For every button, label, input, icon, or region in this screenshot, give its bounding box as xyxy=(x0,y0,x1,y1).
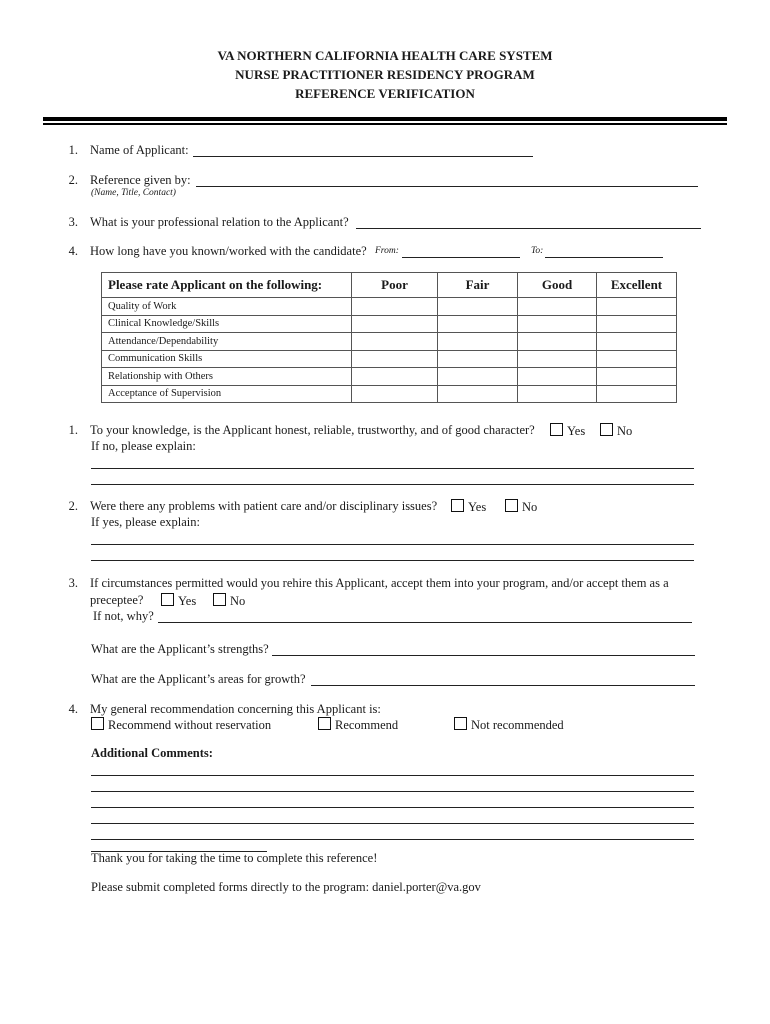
rating-table xyxy=(101,272,677,403)
checkbox-icon[interactable] xyxy=(91,717,104,730)
rating-row xyxy=(102,315,677,333)
rating-cell-good[interactable] xyxy=(518,368,597,386)
q-num: 4. xyxy=(68,244,78,258)
applicant-name-field[interactable] xyxy=(193,144,533,157)
rehire-why-field[interactable] xyxy=(158,610,692,623)
q-num: 3. xyxy=(68,215,78,229)
rating-row xyxy=(102,385,677,403)
rating-cell-poor[interactable] xyxy=(352,298,438,316)
rating-cell-fair[interactable] xyxy=(438,298,518,316)
rating-cell-good[interactable] xyxy=(518,315,597,333)
rating-cell-fair[interactable] xyxy=(438,385,518,403)
rating-cell-excellent[interactable] xyxy=(597,368,677,386)
to-field[interactable] xyxy=(545,245,663,258)
checkbox-icon[interactable] xyxy=(505,499,518,512)
honesty-explain-label: If no, please explain: xyxy=(91,439,196,453)
checkbox-icon[interactable] xyxy=(213,593,226,606)
submit-instructions: Please submit completed forms directly to the program: daniel.porter@va.gov xyxy=(91,880,481,894)
rating-row-label: Relationship with Others xyxy=(102,368,352,386)
disciplinary-yes-option[interactable] xyxy=(451,499,486,515)
q-num: 1. xyxy=(68,143,78,157)
rating-cell-poor[interactable] xyxy=(352,368,438,386)
rating-cell-good[interactable] xyxy=(518,298,597,316)
rating-cell-poor[interactable] xyxy=(352,350,438,368)
disciplinary-explain-line-2[interactable] xyxy=(91,548,694,561)
disciplinary-explain-line-1[interactable] xyxy=(91,532,694,545)
rating-header-fair: Fair xyxy=(438,273,518,298)
not-recommended-option[interactable] xyxy=(454,717,564,733)
disciplinary-no-label: No xyxy=(522,500,538,514)
recommend-without-reservation-label: Recommend without reservation xyxy=(108,718,272,732)
rating-row-label: Communication Skills xyxy=(102,350,352,368)
growth-field[interactable] xyxy=(311,673,695,686)
checkbox-icon[interactable] xyxy=(454,717,467,730)
q-num: 3. xyxy=(68,576,78,590)
comments-line-4[interactable] xyxy=(91,811,694,824)
rehire-yes-label: Yes xyxy=(178,594,197,608)
rating-header-good: Good xyxy=(518,273,597,298)
rehire-no-option[interactable] xyxy=(213,593,245,609)
rating-cell-excellent[interactable] xyxy=(597,298,677,316)
rehire-why-label: If not, why? xyxy=(93,609,154,623)
rating-cell-poor[interactable] xyxy=(352,333,438,351)
recommend-without-reservation-option[interactable] xyxy=(91,717,271,733)
rating-cell-good[interactable] xyxy=(518,385,597,403)
header-line-1: VA NORTHERN CALIFORNIA HEALTH CARE SYSTEM xyxy=(217,48,553,63)
honesty-no-label: No xyxy=(617,424,633,438)
from-label: From: xyxy=(375,246,399,256)
disciplinary-question: Were there any problems with patient care and/or disciplinary issues? xyxy=(90,499,438,513)
rehire-question-cont: preceptee? xyxy=(90,593,144,607)
rating-cell-excellent[interactable] xyxy=(597,350,677,368)
reference-by-field[interactable] xyxy=(196,174,698,187)
q-num: 4. xyxy=(68,702,78,716)
rating-cell-poor[interactable] xyxy=(352,315,438,333)
rating-row-label: Attendance/Dependability xyxy=(102,333,352,351)
recommend-label: Recommend xyxy=(335,718,399,732)
honesty-yes-label: Yes xyxy=(567,424,586,438)
q-num: 2. xyxy=(68,499,78,513)
form-header xyxy=(0,46,770,103)
rating-header-poor: Poor xyxy=(352,273,438,298)
honesty-yes-option[interactable] xyxy=(550,423,585,439)
rating-header-excellent: Excellent xyxy=(597,273,677,298)
header-rule-thin xyxy=(43,123,727,125)
header-rule-thick xyxy=(43,117,727,121)
disciplinary-yes-label: Yes xyxy=(468,500,487,514)
rating-row xyxy=(102,333,677,351)
rating-cell-poor[interactable] xyxy=(352,385,438,403)
reference-by-hint: (Name, Title, Contact) xyxy=(91,188,176,198)
disciplinary-no-option[interactable] xyxy=(505,499,537,515)
honesty-question: To your knowledge, is the Applicant honest, reliable, trustworthy, and of good character? xyxy=(90,423,535,437)
checkbox-icon[interactable] xyxy=(600,423,613,436)
rating-cell-excellent[interactable] xyxy=(597,315,677,333)
comments-line-1[interactable] xyxy=(91,763,694,776)
header-line-3: REFERENCE VERIFICATION xyxy=(295,86,475,101)
header-line-2: NURSE PRACTITIONER RESIDENCY PROGRAM xyxy=(235,67,535,82)
rating-cell-fair[interactable] xyxy=(438,333,518,351)
rating-row-label: Acceptance of Supervision xyxy=(102,385,352,403)
growth-label: What are the Applicant’s areas for growth? xyxy=(91,672,306,686)
rating-row xyxy=(102,368,677,386)
rating-row-label: Quality of Work xyxy=(102,298,352,316)
disciplinary-explain-label: If yes, please explain: xyxy=(91,515,200,529)
honesty-explain-line-1[interactable] xyxy=(91,456,694,469)
checkbox-icon[interactable] xyxy=(318,717,331,730)
recommend-option[interactable] xyxy=(318,717,398,733)
checkbox-icon[interactable] xyxy=(550,423,563,436)
strengths-label: What are the Applicant’s strengths? xyxy=(91,642,269,656)
rehire-no-label: No xyxy=(230,594,246,608)
rating-cell-excellent[interactable] xyxy=(597,385,677,403)
rating-cell-good[interactable] xyxy=(518,333,597,351)
strengths-field[interactable] xyxy=(272,643,695,656)
rehire-yes-option[interactable] xyxy=(161,593,196,609)
comments-line-3[interactable] xyxy=(91,795,694,808)
q-num: 2. xyxy=(68,173,78,187)
from-field[interactable] xyxy=(402,245,520,258)
applicant-name-label: Name of Applicant: xyxy=(90,143,189,157)
recommendation-question: My general recommendation concerning this Applicant is: xyxy=(90,702,381,716)
checkbox-icon[interactable] xyxy=(161,593,174,606)
rating-cell-fair[interactable] xyxy=(438,368,518,386)
honesty-no-option[interactable] xyxy=(600,423,632,439)
honesty-explain-line-2[interactable] xyxy=(91,472,694,485)
not-recommended-label: Not recommended xyxy=(471,718,564,732)
relation-field[interactable] xyxy=(356,216,701,229)
relation-label: What is your professional relation to the Applicant? xyxy=(90,215,349,229)
to-label: To: xyxy=(531,246,544,256)
rating-row xyxy=(102,350,677,368)
comments-line-2[interactable] xyxy=(91,779,694,792)
rating-cell-fair[interactable] xyxy=(438,350,518,368)
q-num: 1. xyxy=(68,423,78,437)
rating-cell-fair[interactable] xyxy=(438,315,518,333)
rating-cell-good[interactable] xyxy=(518,350,597,368)
rating-row-label: Clinical Knowledge/Skills xyxy=(102,315,352,333)
rating-header-row xyxy=(102,273,677,298)
checkbox-icon[interactable] xyxy=(451,499,464,512)
rating-header-criteria: Please rate Applicant on the following: xyxy=(102,273,352,298)
rehire-question: If circumstances permitted would you rehire this Applicant, accept them into your program, and/or accept them as a xyxy=(90,576,669,590)
known-duration-label: How long have you known/worked with the candidate? xyxy=(90,244,367,258)
rating-row xyxy=(102,298,677,316)
reference-by-label: Reference given by: xyxy=(90,173,191,187)
additional-comments-label: Additional Comments: xyxy=(91,746,213,760)
rating-cell-excellent[interactable] xyxy=(597,333,677,351)
thank-you-text: Thank you for taking the time to complete this reference! xyxy=(91,851,378,865)
